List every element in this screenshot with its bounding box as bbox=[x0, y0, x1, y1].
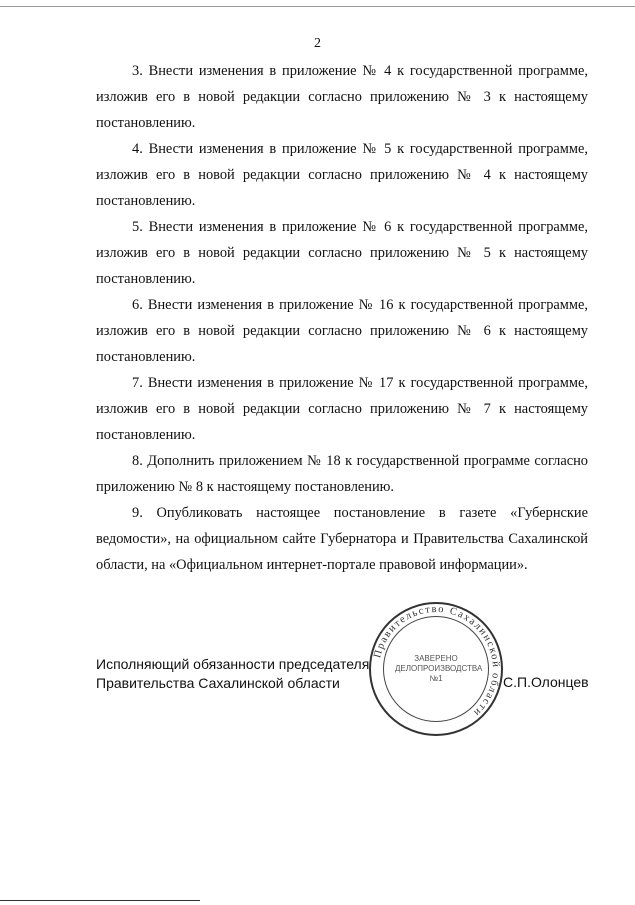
paragraph-9: 9. Опубликовать настоящее постановление в газете «Губернские ведомости», на официальном сайте Губернатора и Правительства Сахалинской области, на «Официальном интернет-портале правовой информации». bbox=[96, 505, 588, 573]
seal-ring-label: Правительство Сахалинской области bbox=[372, 603, 502, 719]
paragraph-8: 8. Дополнить приложением № 18 к государственной программе согласно приложению № 8 к настоящему постановлению. bbox=[96, 453, 588, 495]
official-seal bbox=[369, 602, 503, 736]
top-edge-line bbox=[0, 6, 635, 7]
seal-stamp-line2: ДЕЛОПРОИЗВОДСТВА bbox=[395, 664, 483, 673]
signature-position bbox=[96, 655, 396, 693]
page-number: 2 bbox=[314, 36, 321, 51]
document-body bbox=[96, 58, 588, 578]
paragraph-7: 7. Внести изменения в приложение № 17 к государственной программе, изложив его в новой редакции согласно приложению № 7 к настоящему постановлению. bbox=[96, 375, 588, 443]
signer-name: С.П.Олонцев bbox=[503, 674, 589, 690]
bottom-edge-line bbox=[0, 900, 200, 901]
seal-stamp-text bbox=[395, 654, 483, 684]
seal-stamp-line1: ЗАВЕРЕНО bbox=[414, 654, 458, 663]
paragraph-5: 5. Внести изменения в приложение № 6 к государственной программе, изложив его в новой редакции согласно приложению № 5 к настоящему постановлению. bbox=[96, 219, 588, 287]
paragraph-6: 6. Внести изменения в приложение № 16 к государственной программе, изложив его в новой редакции согласно приложению № 6 к настоящему постановлению. bbox=[96, 297, 588, 365]
paragraph-3: 3. Внести изменения в приложение № 4 к государственной программе, изложив его в новой редакции согласно приложению № 3 к настоящему постановлению. bbox=[96, 63, 588, 131]
paragraph-4: 4. Внести изменения в приложение № 5 к государственной программе, изложив его в новой редакции согласно приложению № 4 к настоящему постановлению. bbox=[96, 141, 588, 209]
signature-position-line2: Правительства Сахалинской области bbox=[96, 675, 340, 691]
signature-position-line1: Исполняющий обязанности председателя bbox=[96, 656, 370, 672]
seal-stamp-line3: №1 bbox=[429, 674, 443, 683]
